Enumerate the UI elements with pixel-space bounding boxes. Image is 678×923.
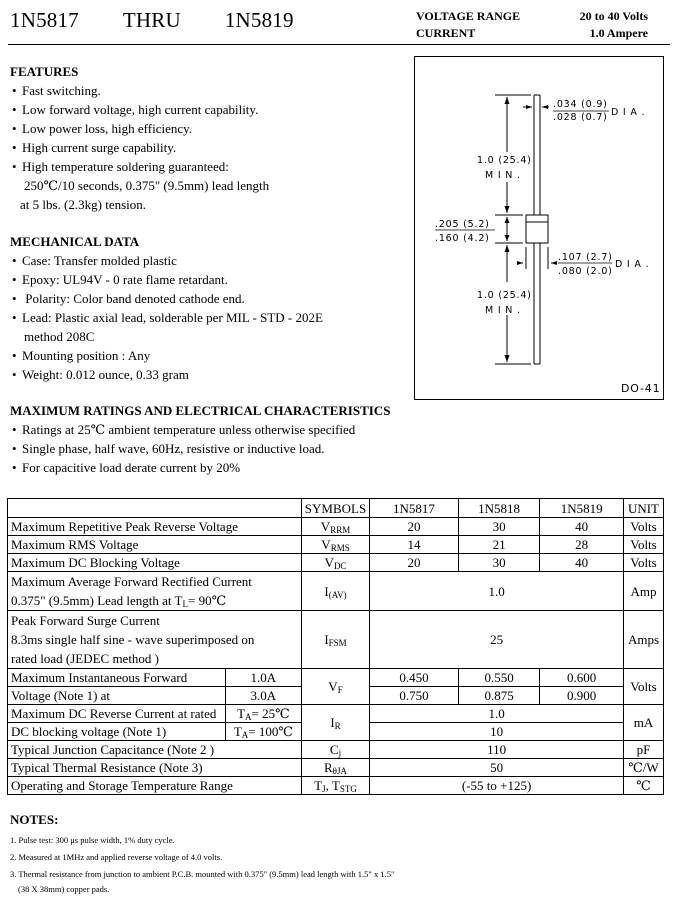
- header-rule: [8, 44, 670, 45]
- header-1n5819: 1N5819: [540, 499, 624, 518]
- lead-dia-label: D I A .: [611, 107, 646, 118]
- mechanical-list: [12, 251, 323, 384]
- list-item-continuation: at 5 lbs. (2.3kg) tension.: [20, 197, 147, 212]
- list-item: • Case: Transfer molded plastic: [12, 253, 177, 268]
- current-label: CURRENT: [416, 26, 476, 40]
- header-1n5818: 1N5818: [458, 499, 540, 518]
- list-item-continuation: 250℃/10 seconds, 0.375" (9.5mm) lead length: [24, 178, 270, 193]
- table-row: Operating and Storage Temperature Range $T_J$, $T_{STG}$ (-55 to +125) ℃: [8, 777, 664, 795]
- list-item: • Mounting position : Any: [12, 348, 151, 363]
- header-unit: UNIT: [623, 499, 663, 518]
- voltage-range-label: VOLTAGE RANGE: [416, 9, 521, 23]
- ratings-list: [12, 420, 355, 477]
- header-symbols: SYMBOLS: [301, 499, 369, 518]
- characteristics-table: [7, 498, 664, 795]
- note-1: 1. Pulse test: 300 μs pulse width, 1% duty cycle.: [10, 835, 175, 845]
- header-1n5817: 1N5817: [370, 499, 459, 518]
- notes-title: NOTES:: [10, 812, 59, 827]
- table-row: Maximum Average Forward Rectified Current 0.375" (9.5mm) Lead length at $T_L=$ 90℃ $I_{(AV)}$ 1.0 Amp: [8, 572, 664, 611]
- spec-labels: [416, 8, 520, 42]
- part-from: 1N5817: [10, 8, 79, 32]
- lead-length-bottom: 1.0 (25.4): [477, 290, 532, 301]
- note-3-continuation: (38 X 38mm) copper pads.: [18, 884, 110, 894]
- table-row: Maximum Instantaneous Forward 1.0A $V_F$ 0.450 0.550 0.600 Volts: [8, 669, 664, 687]
- list-item: • Ratings at 25℃ ambient temperature unless otherwise specified: [12, 422, 356, 437]
- package-label: DO-41: [621, 382, 661, 395]
- list-item: • High temperature soldering guaranteed:: [12, 159, 229, 174]
- note-3: 3. Thermal resistance from junction to ambient P.C.B. mounted with 0.375" (9.5mm) lead length with 1.5" x 1.5": [10, 869, 395, 879]
- current-value: 1.0 Ampere: [589, 26, 648, 40]
- list-item: • Fast switching.: [12, 83, 101, 98]
- table-row: Maximum Repetitive Peak Reverse Voltage $V_{RRM}$ 20 30 40 Volts: [8, 518, 664, 536]
- part-range-title: [10, 8, 294, 33]
- list-item: • Single phase, half wave, 60Hz, resistive or inductive load.: [12, 441, 325, 456]
- thru-label: THRU: [122, 8, 181, 32]
- table-row: Peak Forward Surge Current 8.3ms single half sine - wave superimposed on rated load (JEDEC method ) $I_{FSM}$ 25 Amps: [8, 611, 664, 669]
- table-row: DC blocking voltage (Note 1) $T_A=$ 100℃ 10: [8, 723, 664, 741]
- list-item: • Lead: Plastic axial lead, solderable per MIL - STD - 202E: [12, 310, 323, 325]
- table-row: Typical Thermal Resistance (Note 3) $R_{\theta JA}$ 50 ℃/W: [8, 759, 664, 777]
- table-row: Voltage (Note 1) at 3.0A 0.750 0.875 0.900: [8, 687, 664, 705]
- table-row: Typical Junction Capacitance (Note 2 ) $C_j$ 110 pF: [8, 741, 664, 759]
- table-row: Maximum DC Reverse Current at rated $T_A=$ 25℃ $I_R$ 1.0 mA: [8, 705, 664, 723]
- lead-length-bottom-min: M I N .: [485, 305, 521, 316]
- table-header-row: [8, 499, 664, 518]
- list-item: • Low power loss, high efficiency.: [12, 121, 193, 136]
- list-item: • Low forward voltage, high current capability.: [12, 102, 259, 117]
- list-item: • Epoxy: UL94V - 0 rate flame retardant.: [12, 272, 228, 287]
- body-dia-label: D I A .: [615, 259, 650, 270]
- body-length-bottom: .160 (4.2): [435, 233, 490, 244]
- part-to: 1N5819: [224, 8, 294, 32]
- body-length-top: .205 (5.2): [435, 219, 490, 230]
- lead-length-top: 1.0 (25.4): [477, 155, 532, 166]
- list-item: • High current surge capability.: [12, 140, 177, 155]
- lead-dia-bottom: .028 (0.7): [553, 112, 608, 123]
- note-2: 2. Measured at 1MHz and applied reverse voltage of 4.0 volts.: [10, 852, 223, 862]
- lead-length-top-min: M I N .: [485, 170, 521, 181]
- list-item: • Weight: 0.012 ounce, 0.33 gram: [12, 367, 189, 382]
- list-item-continuation: method 208C: [24, 329, 95, 344]
- body-dia-bottom: .080 (2.0): [558, 266, 613, 277]
- list-item: • Polarity: Color band denoted cathode end.: [12, 291, 245, 306]
- spec-values: [580, 8, 648, 42]
- ratings-title: MAXIMUM RATINGS AND ELECTRICAL CHARACTERISTICS: [10, 403, 391, 418]
- features-title: FEATURES: [10, 64, 79, 79]
- do41-package-diagram: [414, 56, 664, 400]
- mechanical-title: MECHANICAL DATA: [10, 234, 140, 249]
- table-row: Maximum RMS Voltage $V_{RMS}$ 14 21 28 Volts: [8, 536, 664, 554]
- voltage-range-value: 20 to 40 Volts: [579, 9, 648, 23]
- table-row: Maximum DC Blocking Voltage $V_{DC}$ 20 30 40 Volts: [8, 554, 664, 572]
- list-item: • For capacitive load derate current by 20%: [12, 460, 241, 475]
- lead-dia-top: .034 (0.9): [553, 99, 608, 110]
- body-dia-top: .107 (2.7): [558, 252, 613, 263]
- features-list: [12, 81, 269, 214]
